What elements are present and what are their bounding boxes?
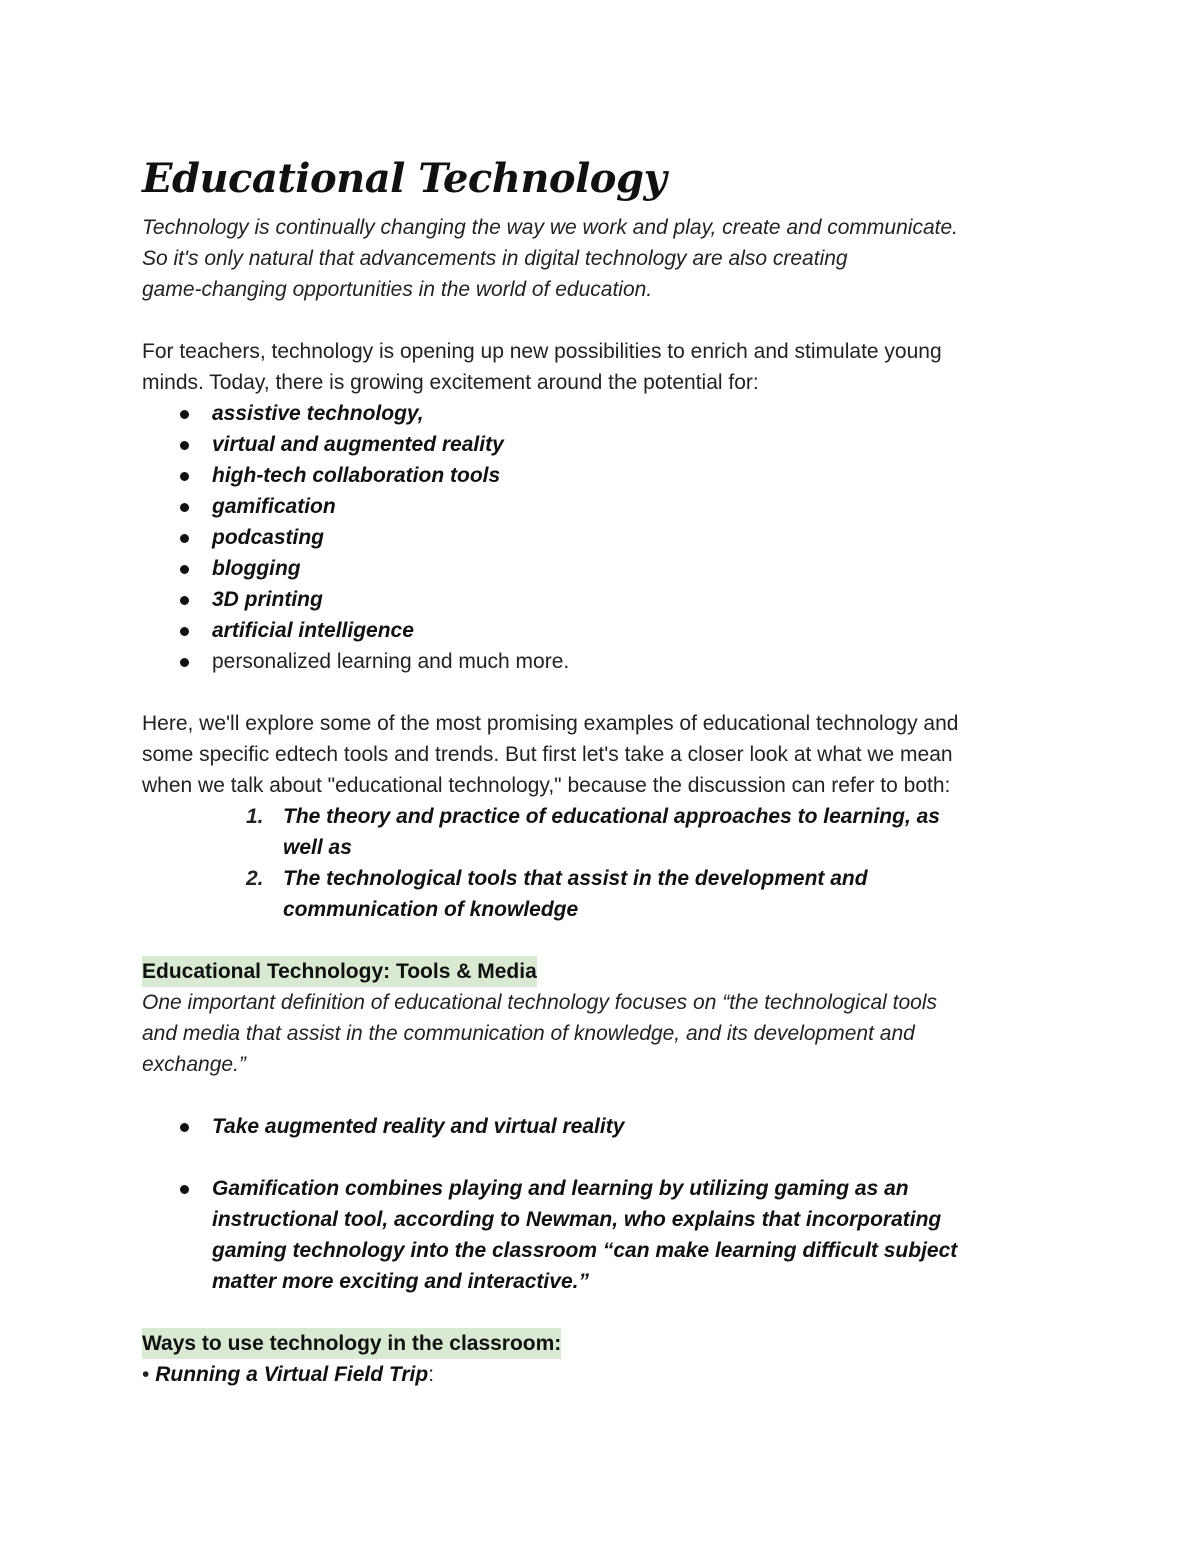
list-item: virtual and augmented reality — [142, 429, 1072, 460]
explore-paragraph — [142, 708, 1072, 801]
list-item: podcasting — [142, 522, 1072, 553]
intro-line: Technology is continually changing the way we work and play, create and communicate. — [142, 216, 958, 239]
potential-list — [142, 398, 1072, 677]
intro-line: game-changing opportunities in the world of education. — [142, 278, 653, 301]
intro-paragraph — [142, 212, 1072, 305]
list-item: gamification — [142, 491, 1072, 522]
list-item: Gamification combines playing and learning by utilizing gaming as an instructional tool, according to Newman, who explains that incorporating gaming technology into the classroom “can make learning difficult subject matter more exciting and interactive.” — [142, 1173, 1072, 1297]
bullet-icon — [180, 410, 189, 419]
tools-list — [142, 1111, 1072, 1142]
bullet-icon — [180, 596, 189, 605]
list-item: artificial intelligence — [142, 615, 1072, 646]
bullet-icon — [180, 627, 189, 636]
numbered-item: 1. The theory and practice of educational approaches to learning, as well as — [142, 801, 1072, 863]
bullet-icon — [180, 534, 189, 543]
section-heading: Ways to use technology in the classroom: — [142, 1328, 561, 1359]
bullet-icon — [180, 658, 189, 667]
bullet-icon — [180, 565, 189, 574]
definition-numbered-list — [142, 801, 1072, 925]
document-title: Educational Technology — [142, 155, 667, 202]
teachers-paragraph — [142, 336, 1072, 398]
bullet-icon — [180, 503, 189, 512]
explore-line: some specific edtech tools and trends. But first let's take a closer look at what we mean — [142, 743, 953, 766]
list-item: high-tech collaboration tools — [142, 460, 1072, 491]
bullet-icon: • — [142, 1363, 150, 1386]
intro-line: So it's only natural that advancements in digital technology are also creating — [142, 247, 848, 270]
teachers-line: minds. Today, there is growing excitement around the potential for: — [142, 371, 759, 394]
explore-line: when we talk about "educational technology," because the discussion can refer to both: — [142, 774, 951, 797]
explore-line: Here, we'll explore some of the most promising examples of educational technology and — [142, 712, 959, 735]
definition-paragraph: One important definition of educational technology focuses on “the technological tools and media that assist in the communication of knowledge, and its development and exchange.” — [142, 991, 938, 1076]
bullet-icon — [180, 1123, 189, 1132]
item-number: 1. — [246, 805, 264, 828]
spacer — [142, 925, 1072, 956]
spacer — [142, 677, 1072, 708]
spacer — [142, 1142, 1072, 1173]
list-item: assistive technology, — [142, 398, 1072, 429]
section-tools-media — [142, 956, 1072, 1297]
document-page — [142, 150, 1072, 1390]
gamification-list — [142, 1173, 1072, 1297]
spacer — [142, 305, 1072, 336]
section-classroom-ways — [142, 1328, 1072, 1390]
item-number: 2. — [246, 867, 264, 890]
list-item: 3D printing — [142, 584, 1072, 615]
spacer — [142, 1080, 1072, 1111]
list-item: blogging — [142, 553, 1072, 584]
section-heading: Educational Technology: Tools & Media — [142, 956, 537, 987]
spacer — [142, 1297, 1072, 1328]
bullet-icon — [180, 441, 189, 450]
bullet-icon — [180, 1185, 189, 1194]
teachers-line: For teachers, technology is opening up new possibilities to enrich and stimulate young — [142, 340, 942, 363]
bullet-icon — [180, 472, 189, 481]
list-item: personalized learning and much more. — [142, 646, 1072, 677]
list-item: Take augmented reality and virtual reality — [142, 1111, 1072, 1142]
classroom-item: • Running a Virtual Field Trip: — [142, 1363, 435, 1386]
numbered-item: 2. The technological tools that assist in the development and communication of knowledge — [142, 863, 1072, 925]
